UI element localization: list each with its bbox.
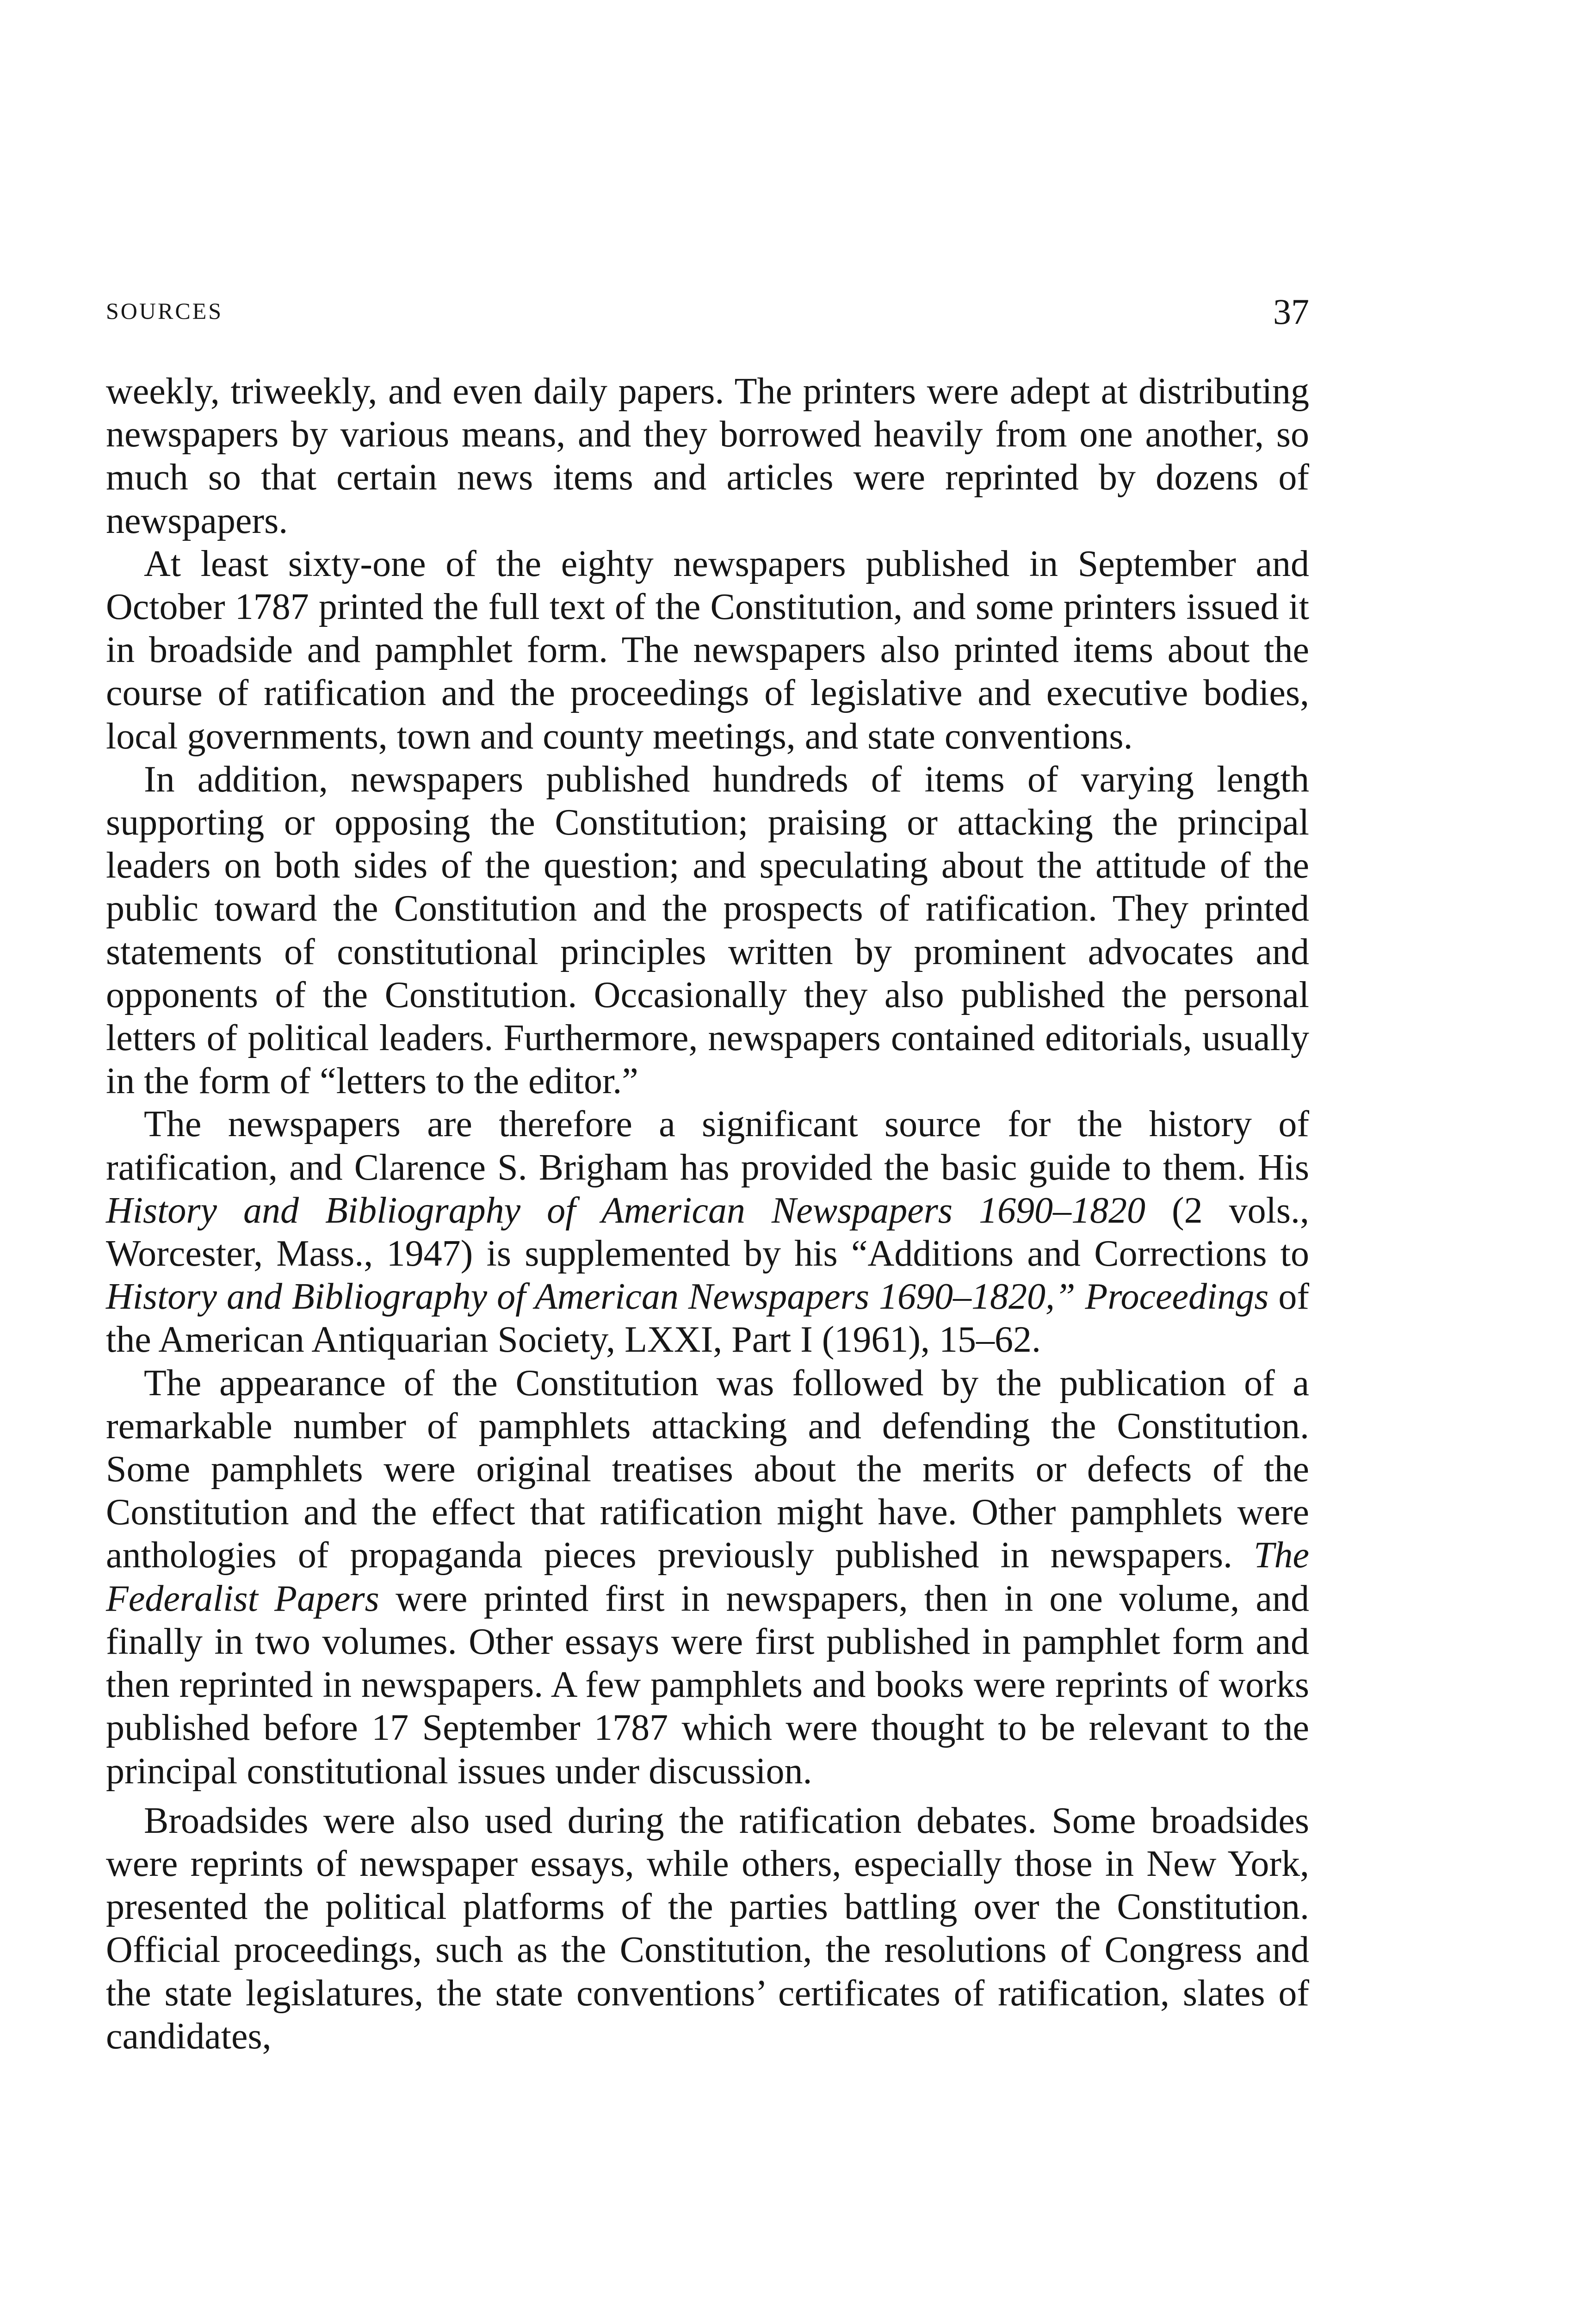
running-title: SOURCES [106,298,223,324]
paragraph-3: In addition, newspapers published hundreds of items of varying length supporting or opposing the Constitution; praising or attacking the principal leaders on both sides of the question; and speculating about the attitude of the public toward the Constitution and the prospects of ratification. They printed statements of constitutional principles written by prominent advocates and opponents of the Constitution. Occasionally they also published the personal letters of political leaders. Furthermore, newspapers contained editorials, usually in the form of “letters to the editor.” [106,759,1309,1102]
paragraph-1: weekly, triweekly, and even daily papers. The printers were adept at distributing newspapers by various means, and they borrowed heavily from one another, so much so that certain news items and articles were reprinted by dozens of newspapers. [106,371,1309,541]
body-text [106,370,1309,2058]
paragraph-6: Broadsides were also used during the ratification debates. Some broadsides were reprints of newspaper essays, while others, especially those in New York, presented the political platforms of the parties battling over the Constitution. Official proceedings, such as the Constitution, the resolutions of Congress and the state legislatures, the state conventions’ certificates of ratification, slates of candidates, [106,1800,1309,2057]
paragraph-5 [106,1362,1309,1793]
paragraph-4-text-4: of the American Antiquarian Society, LXXI, Part I (1961), 15–62. [106,1276,1310,1361]
paragraph-2: At least sixty-one of the eighty newspapers published in September and October 1787 printed the full text of the Constitution, and some printers issued it in broadside and pamphlet form. The newspapers also printed items about the course of ratification and the proceedings of legislative and executive bodies, local governments, town and county meetings, and state conventions. [106,543,1309,757]
paragraph-4-text-2: (2 vols., Worcester, Mass., 1947) is supplemented by his “Additions and Corrections to [106,1190,1309,1274]
paragraph-4 [106,1103,1309,1361]
paragraph-4-text-1: The newspapers are therefore a significant source for the history of ratification, and Clarence S. Brigham has provided the basic guide to them. His [106,1104,1309,1188]
journal-title-proceedings: Proceedings [1085,1276,1269,1317]
running-head [106,293,1309,335]
paragraph-4-text-3 [1075,1276,1085,1317]
paragraph-5-text-1: The appearance of the Constitution was followed by the publication of a remarkable number of pamphlets attacking and defending the Constitution. Some pamphlets were original treatises about the merits or defects of the Constitution and the effect that ratification might have. Other pamphlets were anthologies of propaganda pieces previously published in newspapers. [106,1362,1309,1576]
paragraph-5-text-2: were printed first in newspapers, then in one volume, and finally in two volumes. Other essays were first published in pamphlet form and then reprinted in newspapers. A few pamphlets and books were reprints of works published before 17 September 1787 which were thought to be relevant to the principal constitutional issues under discussion. [106,1578,1309,1792]
book-title-additions: History and Bibliography of American Newspapers 1690–1820,” [106,1276,1076,1317]
book-title-history-bibliography: History and Bibliography of American Newspapers 1690–1820 [106,1190,1146,1231]
book-title-federalist-papers: The Federalist Papers [106,1535,1309,1619]
page-number: 37 [1273,291,1309,332]
